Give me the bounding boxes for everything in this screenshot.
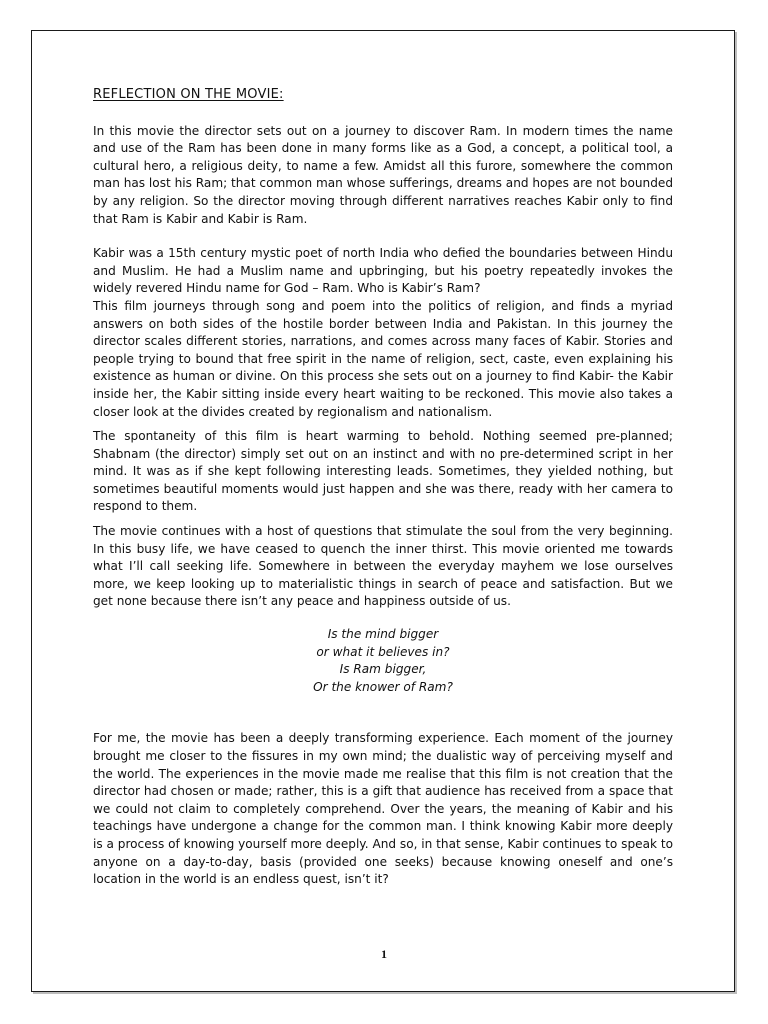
page-number: 1 <box>381 947 387 961</box>
document-body <box>93 86 673 889</box>
paragraph-film-journey: This film journeys through song and poem into the politics of religion, and finds a myriad answers on both sides of the hostile border between India and Pakistan. In this journey the director scales different stories, narrations, and comes across many faces of Kabir. Stories and people trying to bound that free spirit in the name of religion, sect, caste, even explaining his existence as human or divine. On this process she sets out on a journey to find Kabir- the Kabir inside her, the Kabir sitting inside every heart waiting to be reckoned. This movie also takes a closer look at the divides created by regionalism and nationalism. <box>93 298 673 419</box>
document-title: REFLECTION ON THE MOVIE: <box>93 87 284 102</box>
paragraph-spontaneity: The spontaneity of this film is heart warming to behold. Nothing seemed pre-planned; Shabnam (the director) simply set out on an instinct and with no pre-determined script in her mind. It was as if she kept following interesting leads. Sometimes, they yielded nothing, but sometimes beautiful moments would just happen and she was there, ready with her camera to respond to them. <box>93 429 673 514</box>
paragraph-kabir: Kabir was a 15th century mystic poet of north India who defied the boundaries between Hindu and Muslim. He had a Muslim name and upbringing, but his poetry repeatedly invokes the widely revered Hindu name for God – Ram. Who is Kabir’s Ram? <box>93 246 673 296</box>
poem-block <box>93 626 673 696</box>
poem-line: Is the mind bigger <box>327 627 439 642</box>
poem-line: or what it believes in? <box>316 644 450 659</box>
paragraph-conclusion: For me, the movie has been a deeply transforming experience. Each moment of the journey brought me closer to the fissures in my own mind; the dualistic way of perceiving myself and the world. The experiences in the movie made me realise that this film is not creation that the director had chosen or made; rather, this is a gift that audience has received from a space that we could not claim to completely comprehend. Over the years, the meaning of Kabir and his teachings have undergone a change for the common man. I think knowing Kabir more deeply is a process of knowing yourself more deeply. And so, in that sense, Kabir continues to speak to anyone on a day-to-day, basis (provided one seeks) because knowing oneself and one’s location in the world is an endless quest, isn’t it? <box>93 731 673 887</box>
paragraph-intro: In this movie the director sets out on a journey to discover Ram. In modern times the name and use of the Ram has been done in many forms like as a God, a concept, a political tool, a cultural hero, a religious deity, to name a few. Amidst all this furore, somewhere the common man has lost his Ram; that common man whose sufferings, dreams and hopes are not bounded by any religion. So the director moving through different narratives reaches Kabir only to find that Ram is Kabir and Kabir is Ram. <box>93 123 673 226</box>
paragraph-questions: The movie continues with a host of questions that stimulate the soul from the very beginning. In this busy life, we have ceased to quench the inner thirst. This movie oriented me towards what I’ll call seeking life. Somewhere in between the everyday mayhem we lose ourselves more, we keep looking up to materialistic things in search of peace and satisfaction. But we get none because there isn’t any peace and happiness outside of us. <box>93 524 673 609</box>
poem-line: Is Ram bigger, <box>339 662 427 677</box>
poem-line: Or the knower of Ram? <box>313 679 453 694</box>
